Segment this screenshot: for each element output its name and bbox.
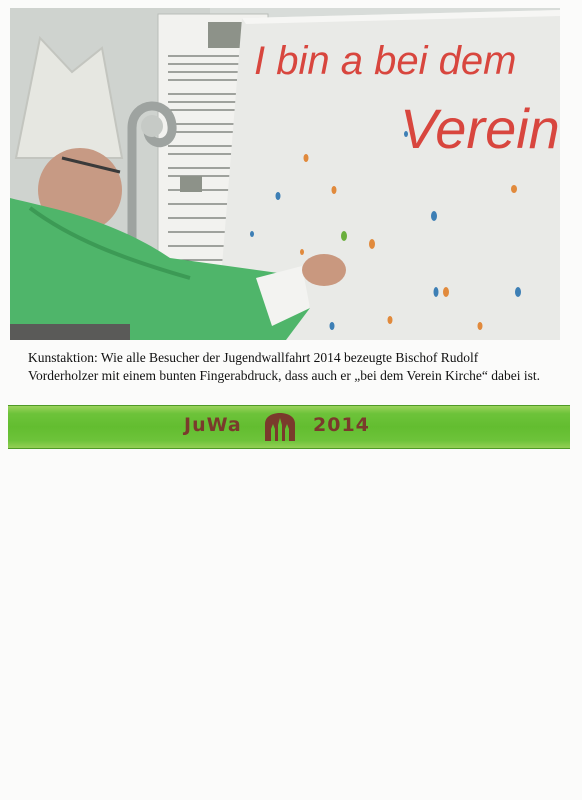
ribbon-left-text: JuWa (184, 414, 242, 436)
newspaper-photo (10, 8, 560, 340)
ribbon-right-text: 2014 (313, 414, 370, 436)
sign-line-2: Verein (400, 97, 560, 160)
photo-caption: Kunstaktion: Wie alle Besucher der Jugendwallfahrt 2014 bezeugte Bischof Rudolf Vorderholzer mit einem bunten Fingerabdruck, dass auch er „bei dem Verein Kirche“ dabei ist. (28, 350, 540, 383)
church-logo-icon (263, 412, 297, 447)
photo-scene (10, 8, 560, 340)
sign-line-1: I bin a bei dem (254, 39, 517, 83)
bishop-hand (302, 254, 346, 286)
juwa-ribbon (8, 405, 570, 449)
